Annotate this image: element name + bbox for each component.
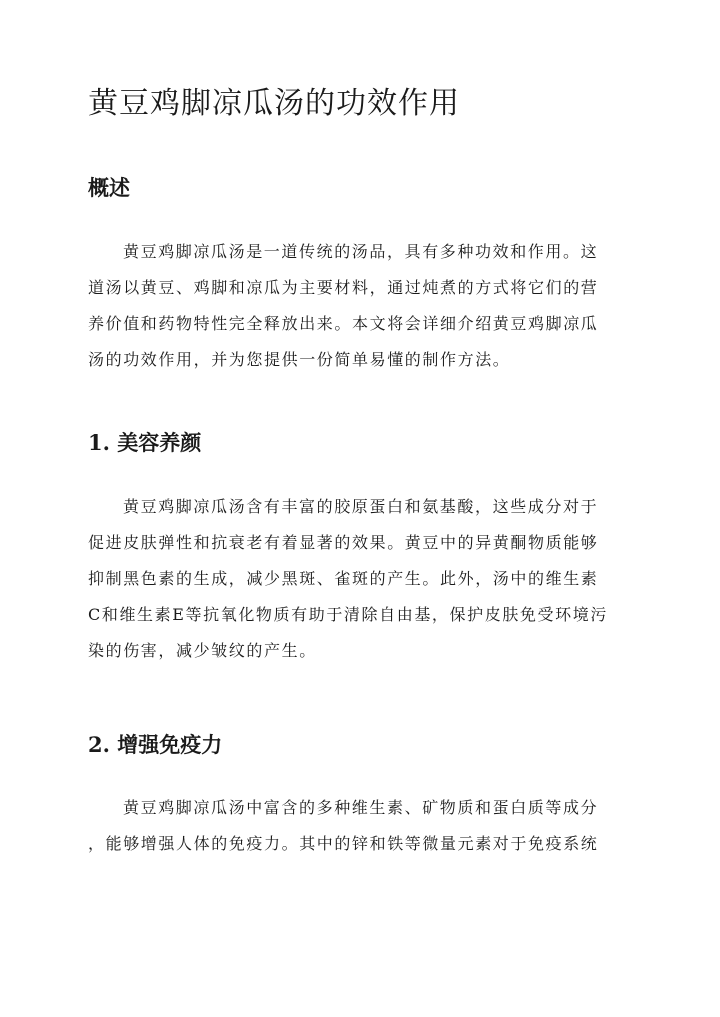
section-heading-immunity: 2. 增强免疫力 — [88, 732, 223, 757]
section-heading-overview: 概述 — [88, 175, 130, 200]
paragraph-line: 染的伤害，减少皱纹的产生。 — [88, 641, 317, 660]
paragraph-line: ，能够增强人体的免疫力。其中的锌和铁等微量元素对于免疫系统 — [88, 834, 599, 853]
paragraph-line: 养价值和药物特性完全释放出来。本文将会详细介绍黄豆鸡脚凉瓜 — [88, 314, 599, 333]
paragraph-line: 促进皮肤弹性和抗衰老有着显著的效果。黄豆中的异黄酮物质能够 — [88, 533, 599, 552]
paragraph-immunity — [88, 790, 628, 862]
paragraph-line: 抑制黑色素的生成，减少黑斑、雀斑的产生。此外，汤中的维生素 — [88, 569, 599, 588]
section-heading-beauty: 1. 美容养颜 — [88, 430, 202, 455]
paragraph-line: 黄豆鸡脚凉瓜汤含有丰富的胶原蛋白和氨基酸，这些成分对于 — [123, 497, 599, 516]
paragraph-line: 黄豆鸡脚凉瓜汤是一道传统的汤品，具有多种功效和作用。这 — [123, 242, 599, 261]
paragraph-line: C和维生素E等抗氧化物质有助于清除自由基，保护皮肤免受环境污 — [88, 605, 608, 624]
paragraph-line: 黄豆鸡脚凉瓜汤中富含的多种维生素、矿物质和蛋白质等成分 — [123, 798, 599, 817]
paragraph-overview — [88, 234, 628, 378]
document-title: 黄豆鸡脚凉瓜汤的功效作用 — [88, 86, 460, 121]
paragraph-beauty — [88, 489, 628, 669]
paragraph-line: 道汤以黄豆、鸡脚和凉瓜为主要材料，通过炖煮的方式将它们的营 — [88, 278, 599, 297]
paragraph-line: 汤的功效作用，并为您提供一份简单易懂的制作方法。 — [88, 350, 511, 369]
